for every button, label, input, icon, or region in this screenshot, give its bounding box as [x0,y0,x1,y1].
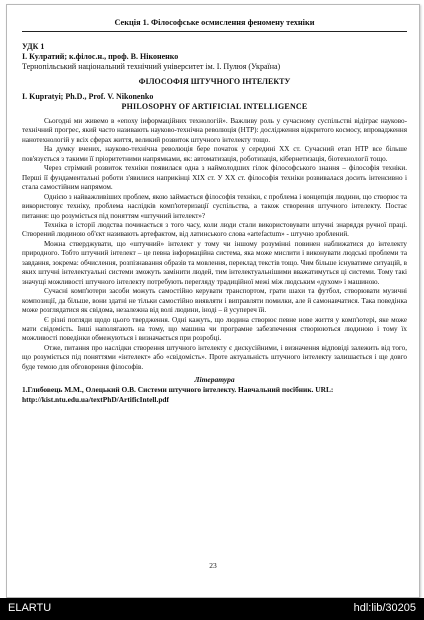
document-page [6,4,420,598]
page-content [22,12,407,404]
paragraph: Техніка в історії людства починається з того часу, коли люди стали використовувати штучні знаряддя ручної праці. Створений людиною об'єкт називають артефактом, від латинського слова «artefactum» - штучно зроблений. [22,220,407,239]
footer-repository-name: ELARTU [8,602,52,614]
title-en: PHILOSOPHY OF ARTIFICIAL INTELLIGENCE [121,102,308,111]
affiliation: Тернопільський національний технічний університет ім. І. Пулюя (Україна) [22,62,281,71]
page-number: 23 [209,561,217,570]
paragraph: Є різні погляди щодо цього твердження. Одні кажуть, що людина створює певне нове життя у комп'ютері, яке може мати свідомість. Інші наполягають на тому, що машина чи програмне забезпечення створюються людиною і тому їх можливості поведінки обмежуються і визначається при розробці. [22,315,407,343]
paragraph: Сьогодні ми живемо в «епоху інформаційних технологій». Важливу роль у сучасному суспільстві відіграє науково-технічний прогрес, який часто називають науково-технічна революція (НТР): дослідження відкритого космосу, впровадження нанотехнологій у всіх сферах життя, великий розвиток штучного інтелекту тощо. [22,117,407,144]
title-ua: ФІЛОСОФІЯ ШТУЧНОГО ІНТЕЛЕКТУ [138,77,291,86]
paragraph: Через стрімкий розвиток техніки появилася одна з наймолодших гілок філософського знання – філософія техніки. Перші її фундаментальні роботи з'явилися наприкінці XIX ст. У XX ст. філософія техніки розвивалася досить інтенсивно і стала самостійним напрямом. [22,164,407,192]
authors-en: I. Kupratyi; Ph.D., Prof. V. Nikonenko [22,92,154,101]
section-title: Секція 1. Філософське осмислення феномену техніки [114,18,315,27]
paragraph: Сучасні комп'ютери засоби можуть самостійно керувати транспортом, грати шахи та футбол, створювати музичні композиції, да більше, вони здатні не тільки самостійно виявляти і виправляти помилки, але й самонавчатися. Така поведінка може розглядатися як свідома, незалежна від волі людини, іноді – й усупереч їй. [22,287,407,315]
footer-bar [0,598,424,620]
udk-code: УДК 1 [22,42,45,51]
authors-ua: І. Кулратий; к.філос.н., проф. В. Ніконенко [22,52,179,61]
article-body [22,117,407,372]
reference-item: 1.Глибовець М.М., Олецький О.В. Системи штучного інтелекту. Навчальний посібник. URL: http://kist.ntu.edu.ua/textPhD/ArtificIntell.pdf [22,385,334,404]
paragraph: Можна стверджувати, що «штучний» інтелект у тому чи іншому розумінні повинен наближатися до інтелекту природного. Тобто штучний інтелект – це певна інформаційна система, яка може мислити і виконувати людські проблеми та завдання, зокрема: обчислення, розпізнавання образів та мовлення, переклад текстів тощо. Чим більше існуватиме ситуацій, в яких штучні інтелектуальні системи зможуть замінити людей, тим інтелектуальнішими вважатимуться ці системи. Тому такі значущі можливості штучного інтелекту потребують перегляду традиційної межі між людським «духом» і машиною. [22,239,407,286]
paragraph: Однією з найважливіших проблем, якою займається філософія техніки, є проблема і концепція людини, що створює та використовує техніку, проблема наслідків комп'ютеризації суспільства, а також створення штучного інтелекту. Постає питання: що розуміється під поняттям «штучний інтелект»? [22,192,407,220]
paragraph: Отже, питання про наслідки створення штучного інтелекту є дискусійними, і визначення відповіді залежить від того, що розуміється під поняттями «інтелект» або «свідомість». Проте актуальність штучного інтелекту залишається і ще довго буде темою для обговорення філософів. [22,343,407,371]
literature-heading: Література [194,375,235,385]
footer-handle-id: hdl:lib/30205 [353,602,416,614]
paragraph: На думку вчених, науково-технічна революція бере початок у середині XX ст. Сучасний етап НТР все більше пов'язується з такими її пріоритетними напрямками, як: автоматизація, роботизація, кібернетизація, біотехнології тощо. [22,145,407,163]
header-rule [22,31,407,32]
